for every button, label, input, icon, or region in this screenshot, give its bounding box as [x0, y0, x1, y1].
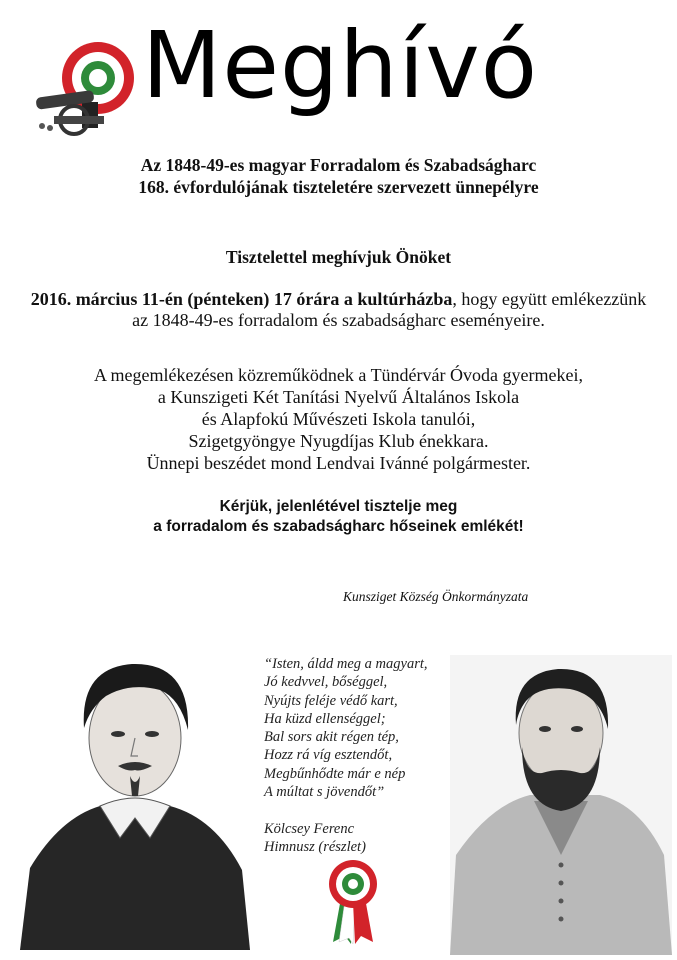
participant-line: és Alapfokú Művészeti Iskola tanulói,	[201, 409, 476, 429]
participant-line: A megemlékezésen közreműködnek a Tündérvár Óvoda gyermekei,	[94, 365, 583, 385]
portrait-left-image	[20, 638, 250, 950]
page-title: Meghívó	[142, 12, 538, 119]
event-date-line-2: az 1848-49-es forradalom és szabadságharc eseményeire.	[132, 310, 545, 330]
cockade-rosette-image	[327, 858, 379, 944]
portrait-right-image	[450, 655, 672, 955]
signature: Kunsziget Község Önkormányzata	[343, 589, 529, 604]
event-date-rest: , hogy együtt emlékezzünk	[452, 289, 647, 309]
poem-line: Bal sors akit régen tép,	[264, 729, 399, 746]
poem-line: Hozz rá víg esztendőt,	[264, 747, 393, 764]
poem-line: “Isten, áldd meg a magyart,	[264, 656, 428, 672]
plea-line-2: a forradalom és szabadságharc hőseinek emlékét!	[153, 518, 524, 535]
plea-line-1: Kérjük, jelenlétével tisztelje meg	[219, 498, 458, 515]
invitation-heading: Tisztelettel meghívjuk Önöket	[225, 247, 452, 267]
poem-line: Jó kedvvel, bőséggel,	[264, 674, 388, 691]
poem-line: Ha küzd ellenséggel;	[264, 710, 386, 727]
participant-line: Szigetgyöngye Nyugdíjas Klub énekkara.	[188, 431, 489, 451]
poem-line: A múltat s jövendőt”	[264, 784, 385, 801]
participants-paragraph	[0, 364, 677, 474]
participant-line: a Kunszigeti Két Tanítási Nyelvű Általános Iskola	[157, 387, 520, 407]
plea-paragraph	[0, 497, 677, 537]
participant-line: Ünnepi beszédet mond Lendvai Ivánné polgármester.	[146, 453, 531, 473]
poem-source: Himnusz (részlet)	[264, 839, 366, 856]
event-date-paragraph	[0, 289, 677, 331]
poem-author: Kölcsey Ferenc	[264, 821, 355, 837]
subtitle-line-1: Az 1848-49-es magyar Forradalom és Szabadságharc	[140, 155, 537, 175]
event-date-time-place: 2016. március 11-én (pénteken) 17 órára a kultúrházba	[30, 289, 453, 309]
poem-line: Nyújts feléje védő kart,	[264, 692, 398, 709]
anthem-excerpt	[264, 655, 428, 801]
poem-attribution	[264, 820, 366, 857]
cannon-with-cockade-image	[30, 38, 140, 138]
subtitle-line-2: 168. évfordulójának tiszteletére szervezett ünnepélyre	[138, 177, 539, 197]
poem-line: Megbűnhődte már e nép	[264, 765, 406, 782]
